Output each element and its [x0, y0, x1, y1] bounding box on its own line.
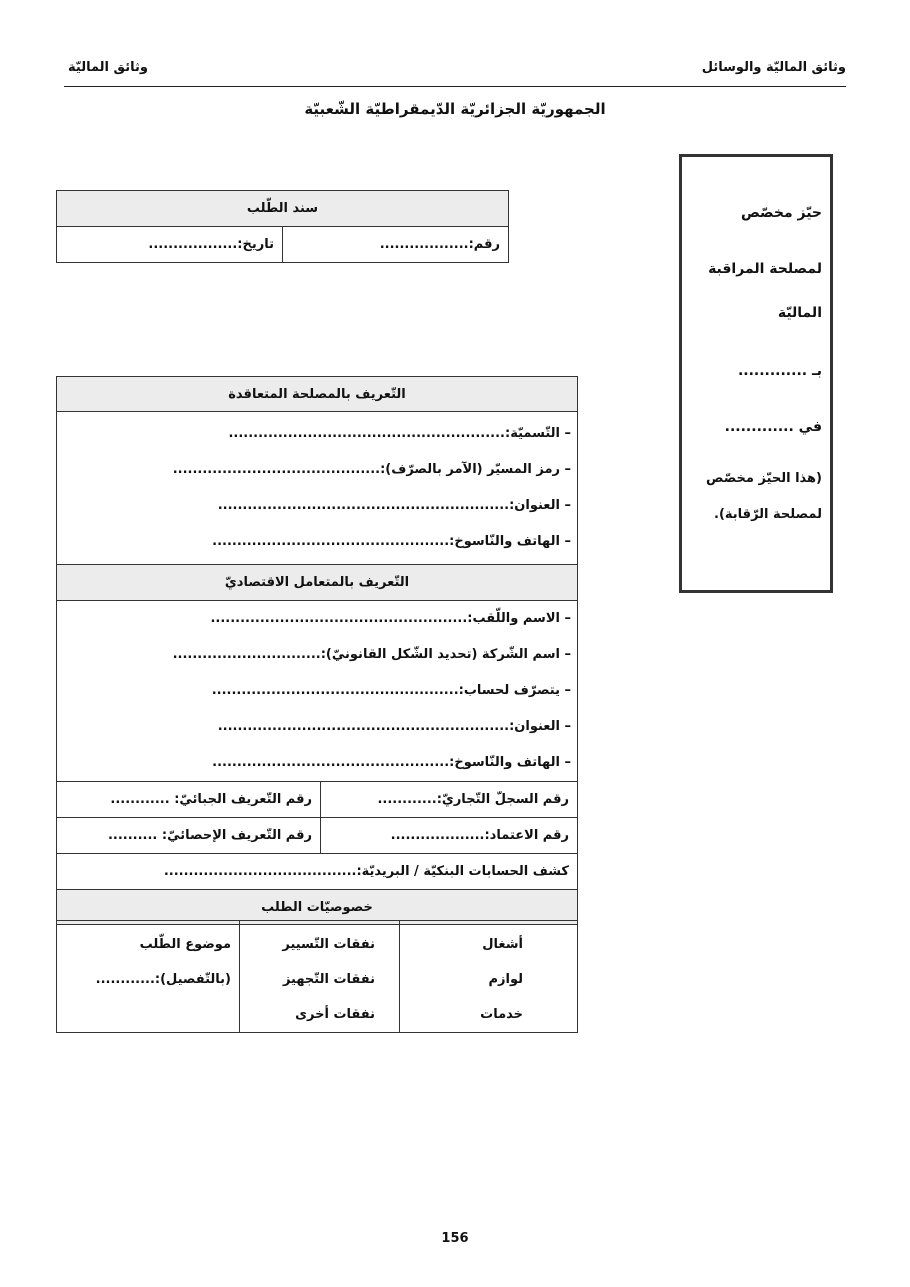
control-box [679, 154, 833, 593]
specifics-type-cell [400, 921, 578, 1033]
main-form-table [56, 376, 578, 925]
contracting-fields [57, 412, 578, 565]
contracting-heading: التّعريف بالمصلحة المتعاقدة [57, 377, 578, 412]
control-line-3: الماليّة [777, 305, 822, 321]
header-rule [64, 86, 846, 87]
specifics-expense-cell [240, 921, 400, 1033]
header-left: وثائق الماليّة [68, 60, 148, 75]
sanad-number: رقم:.................. [283, 227, 509, 263]
page-title: الجمهوريّة الجزائريّة الدّيمقراطيّة الشّعبيّة [304, 100, 606, 118]
specifics-table [56, 920, 578, 1033]
control-line-5: في ............. [724, 419, 822, 435]
contracting-address: – العنوان:........................................................... [217, 498, 571, 513]
control-line-2: لمصلحة المراقبة [708, 261, 822, 277]
operator-address: – العنوان:........................................................... [217, 719, 571, 734]
sanad-heading: سند الطّلب [57, 191, 509, 227]
operator-account: – يتصرّف لحساب:.................................................. [211, 683, 571, 698]
tax-id-field: رقم التّعريف الجبائيّ: ............ [57, 782, 321, 818]
control-line-4: بـ ............. [737, 363, 822, 379]
control-note-1: (هذا الحيّز مخصّص [705, 471, 822, 486]
operator-fields [57, 601, 578, 782]
specifics-heading: خصوصيّات الطلب [57, 890, 578, 925]
expense-operating: نفقات التّسيير [282, 937, 375, 952]
sanad-table [56, 190, 509, 263]
order-subject: موضوع الطّلب [139, 937, 231, 952]
sanad-date: تاريخ:.................. [57, 227, 283, 263]
header-right: وثائق الماليّة والوسائل [701, 60, 846, 75]
contracting-phone-fax: – الهاتف والنّاسوخ:................................................ [212, 534, 571, 549]
operator-name: – الاسم واللّقب:.................................................... [210, 611, 571, 626]
operator-phone-fax: – الهاتف والنّاسوخ:................................................ [212, 755, 571, 770]
stat-id-field: رقم التّعريف الإحصائيّ: .......... [57, 818, 321, 854]
control-line-1: حيّز مخصّص [740, 205, 822, 221]
bank-accounts-field: كشف الحسابات البنكيّة / البريديّة:....................................... [57, 854, 578, 890]
contracting-name: – التّسميّة:........................................................ [228, 426, 571, 441]
page-number: 156 [441, 1231, 469, 1246]
type-services: خدمات [480, 1007, 523, 1022]
trade-register-field: رقم السجلّ التّجاريّ:............ [321, 782, 578, 818]
specifics-subject-cell [57, 921, 240, 1033]
type-supplies: لوازم [488, 972, 523, 987]
order-detail: (بالتّفصيل):............ [95, 972, 231, 987]
control-note-2: لمصلحة الرّقابة). [714, 507, 822, 522]
type-works: أشغال [482, 937, 523, 952]
expense-other: نفقات أخرى [295, 1007, 375, 1022]
operator-company: – اسم الشّركة (تحديد الشّكل القانونيّ):.............................. [172, 647, 571, 662]
operator-heading: التّعريف بالمتعامل الاقتصاديّ [57, 565, 578, 601]
expense-equipment: نفقات التّجهيز [282, 972, 375, 987]
approval-number-field: رقم الاعتماد:................... [321, 818, 578, 854]
contracting-manager-code: – رمز المسيّر (الآمر بالصرّف):.......................................... [172, 462, 571, 477]
